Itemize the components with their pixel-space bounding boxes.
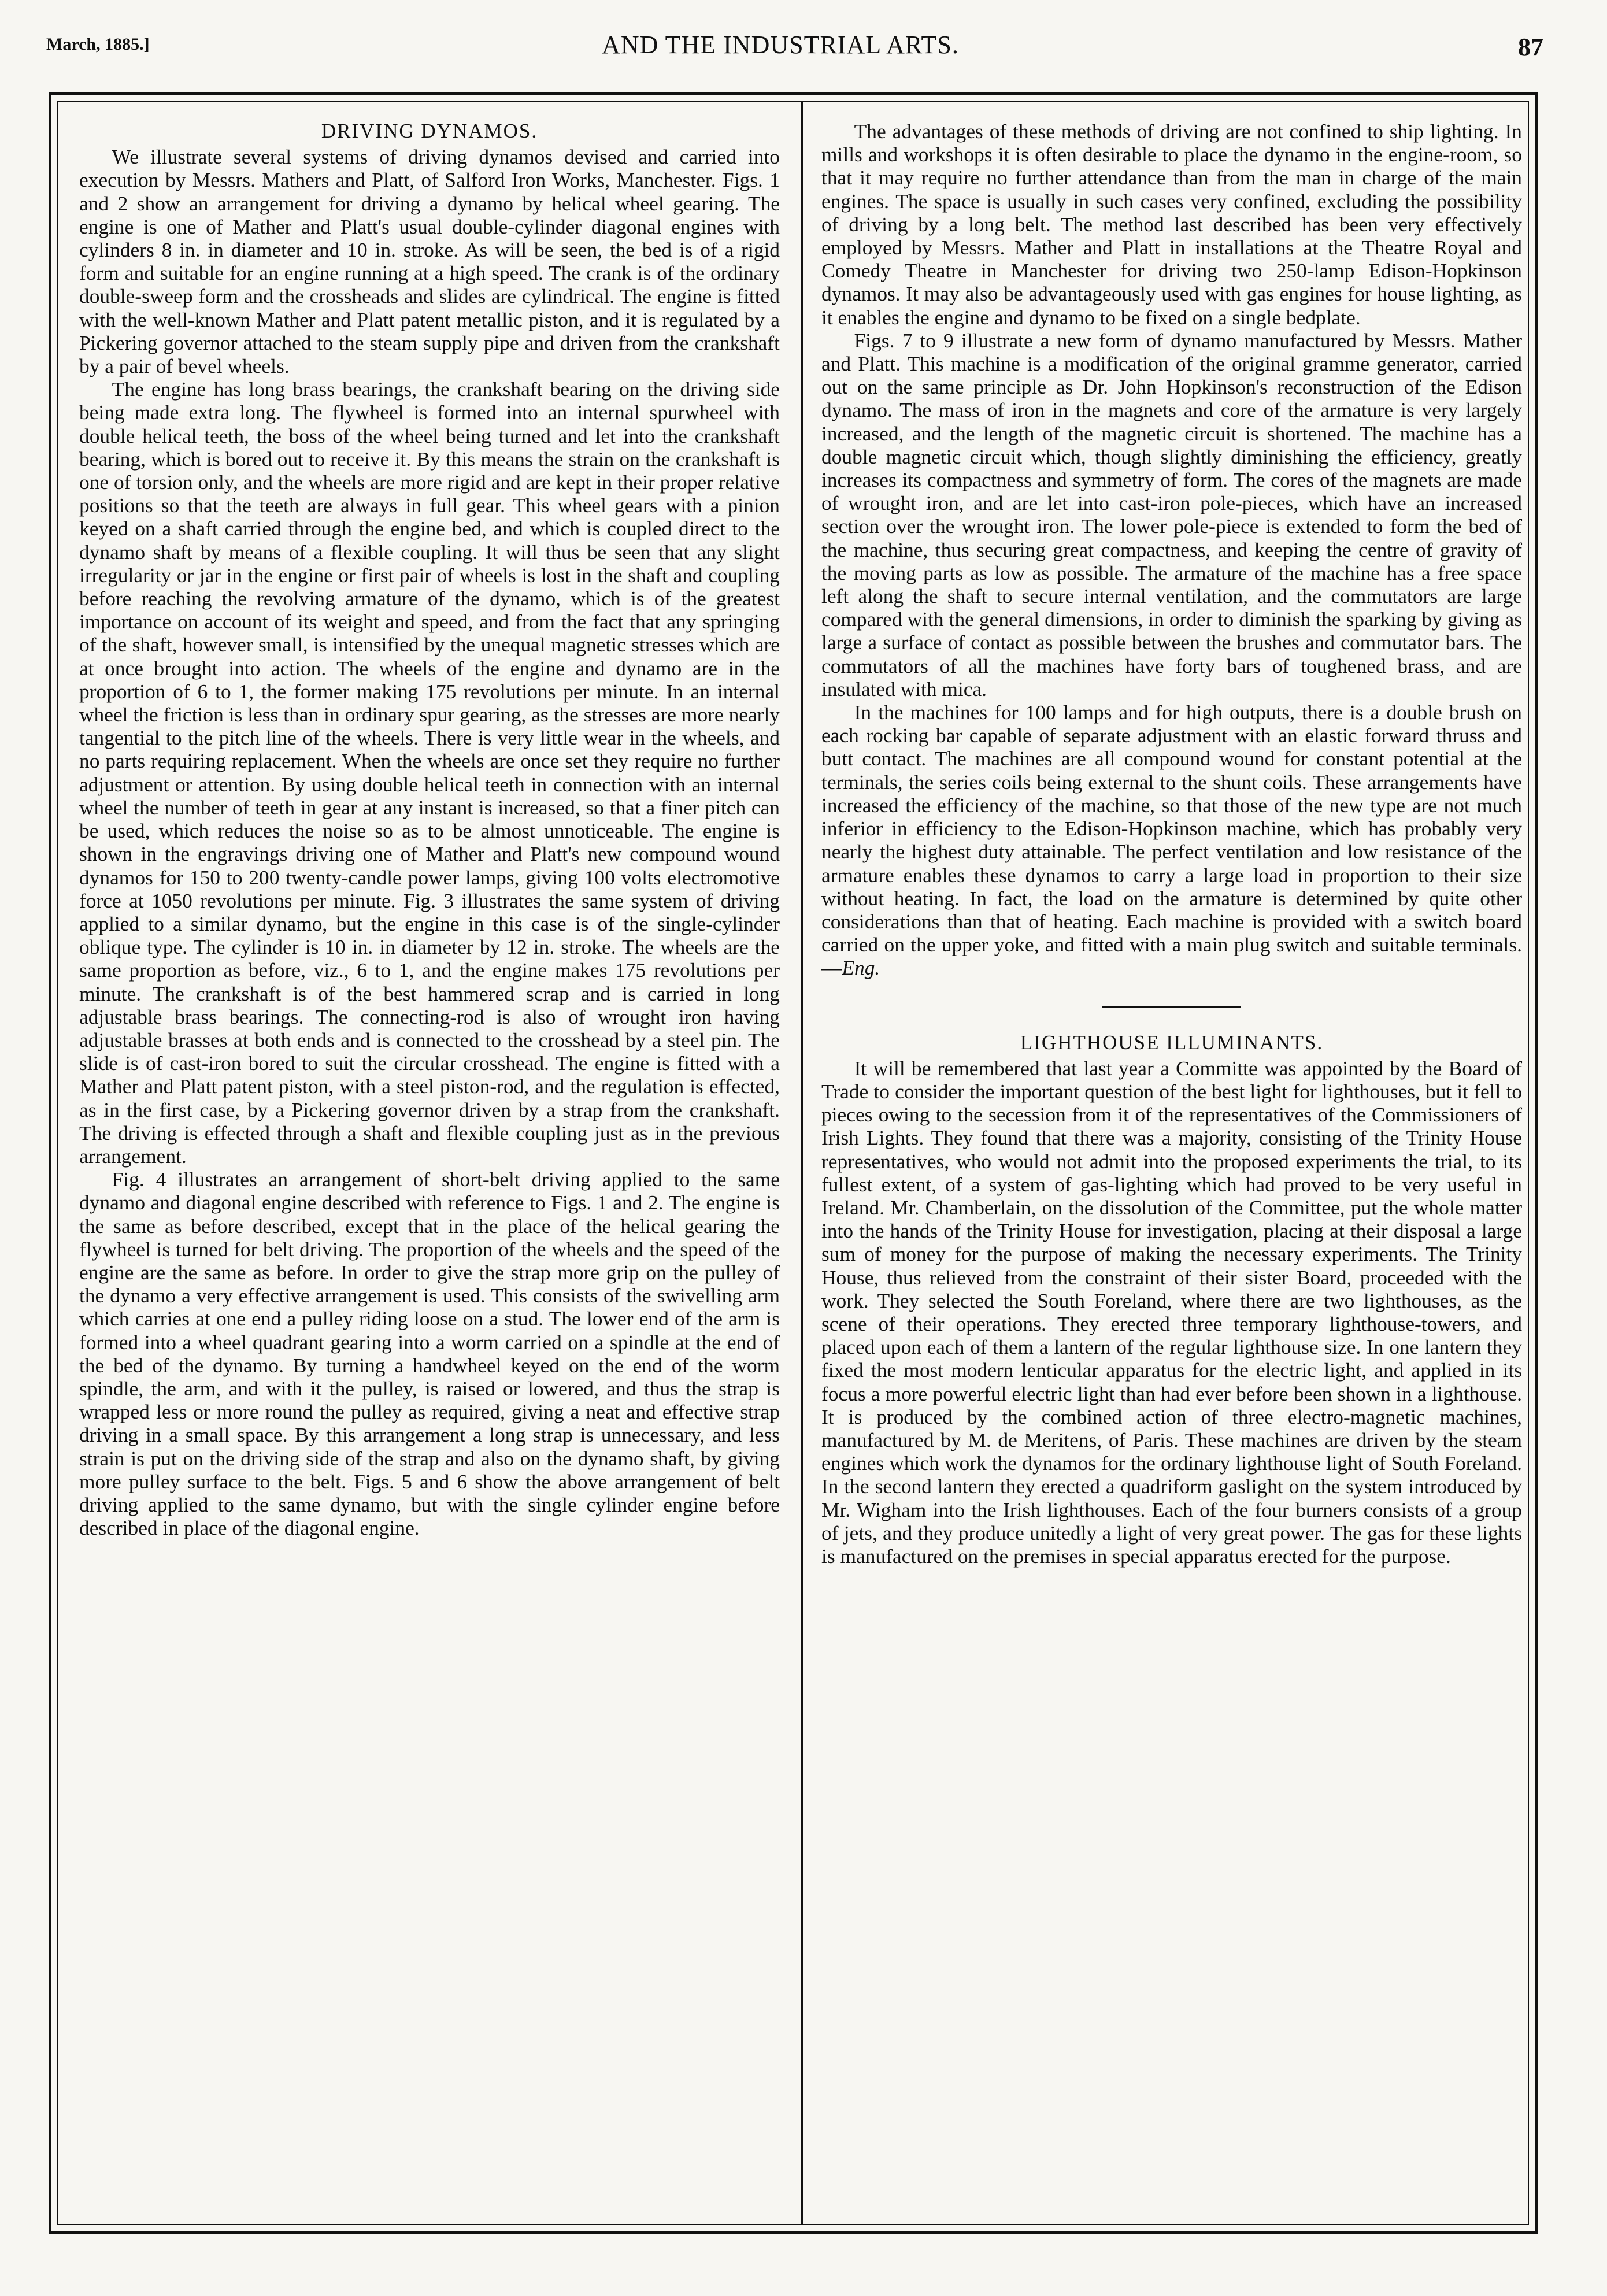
page-header [46, 30, 1543, 82]
page-frame [49, 92, 1538, 2234]
right-column [821, 120, 1522, 1568]
paragraph: The advantages of these methods of driving are not confined to ship lighting. In mills and workshops it is often desirable to place the dynamo in the engine-room, so that it may require no further attendance than from the man in charge of the main engines. The space is usually in such cases very confined, excluding the possibility of driving by a long belt. The method last described has been very effectively employed by Messrs. Mather and Platt in installations at the Theatre Royal and Comedy Theatre in Manchester for driving two 250-lamp Edison-Hopkinson dynamos. It may also be advantageously used with gas engines for house lighting, as it enables the engine and dynamo to be fixed on a single bedplate. [821, 120, 1522, 329]
running-title: AND THE INDUSTRIAL ARTS. [602, 31, 959, 59]
left-column [79, 120, 780, 1539]
article-separator [1102, 1006, 1241, 1008]
paragraph: We illustrate several systems of driving dynamos devised and carried into execution by Messrs. Mathers and Platt, of Salford Iron Works, Manchester. Figs. 1 and 2 show an arrangement for driving a dynamo by helical wheel gearing. The engine is one of Mather and Platt's usual double-cylinder diagonal engines with cylinders 8 in. in diameter and 10 in. stroke. As will be seen, the bed is of a rigid form and suitable for an engine running at a high speed. The crank is of the ordinary double-sweep form and the crossheads and slides are cylindrical. The engine is fitted with the well-known Mather and Platt patent metallic piston, and it is regulated by a Pickering governor attached to the steam supply pipe and driven from the crankshaft by a pair of bevel wheels. [79, 145, 780, 378]
paragraph-with-signature [821, 701, 1522, 979]
paragraph: Fig. 4 illustrates an arrangement of short-belt driving applied to the same dynamo and diagonal engine described with reference to Figs. 1 and 2. The engine is the same as before described, except that in the place of the helical gearing the flywheel is turned for belt driving. The proportion of the wheels and the speed of the engine are the same as before. In order to give the strap more grip on the pulley of the dynamo a very effective arrangement is used. This consists of the swivelling arm which carries at one end a pulley riding loose on a stud. The lower end of the arm is formed into a wheel quadrant gearing into a worm carried on a spindle at the end of the bed of the dynamo. By turning a handwheel keyed on the end of the worm spindle, the arm, and with it the pulley, is raised or lowered, and thus the strap is wrapped less or more round the pulley as required, giving a neat and effective strap driving in a small space. By this arrangement a long strap is unnecessary, and less strain is put on the driving side of the strap and also on the dynamo shaft, by giving more pulley surface to the belt. Figs. 5 and 6 show the above arrangement of belt driving applied to the same dynamo, but with the single cylinder engine before described in place of the diagonal engine. [79, 1168, 780, 1540]
article-title-driving-dynamos: DRIVING DYNAMOS. [321, 120, 538, 142]
paragraph: It will be remembered that last year a Committe was appointed by the Board of Trade to consider the important question of the best light for lighthouses, but it fell to pieces owing to the secession from it of the representatives of the Commissioners of Irish Lights. They found that there was a majority, consisting of the Trinity House representatives, who would not admit into the proposed experiments the trial, to its fullest extent, of a system of gas-lighting which had proved to be very useful in Ireland. Mr. Chamberlain, on the dissolution of the Committee, put the whole matter into the hands of the Trinity House for investigation, placing at their disposal a large sum of money for the purpose of making the necessary experiments. The Trinity House, thus relieved from the constraint of their sister Board, proceeded with the work. They selected the South Foreland, where there are two lighthouses, as the scene of their operations. They erected three temporary lighthouse-towers, and placed upon each of them a lantern of the regular lighthouse size. In one lantern they fixed the most modern lenticular apparatus for the electric light, and applied in its focus a more powerful electric light than had ever before been shown in a lighthouse. It is produced by the combined action of three electro-magnetic machines, manufactured by M. de Meritens, of Paris. These machines are driven by the steam engines which work the dynamos for the ordinary lighthouse light of South Foreland. In the second lantern they erected a quadriform gaslight on the system introduced by Mr. Wigham into the Irish lighthouses. Each of the four burners consists of a group of jets, and they produce unitedly a light of very great power. The gas for these lights is manufactured on the premises in special apparatus erected for the purpose. [821, 1056, 1522, 1568]
source-signature: Eng. [842, 956, 880, 980]
issue-date: March, 1885.] [46, 35, 150, 54]
paragraph: Figs. 7 to 9 illustrate a new form of dynamo manufactured by Messrs. Mather and Platt. This machine is a modification of the original gramme generator, carried out on the same principle as Dr. John Hopkinson's reconstruction of the Edison dynamo. The mass of iron in the magnets and core of the armature is very largely increased, and the length of the magnetic circuit is shortened. The machine has a double magnetic circuit which, though slightly diminishing the efficiency, greatly increases its compactness and symmetry of form. The cores of the magnets are made of wrought iron, and are let into cast-iron pole-pieces, which have an increased section over the wrought iron. The lower pole-piece is extended to form the bed of the machine, thus securing great compactness, and keeping the centre of gravity of the moving parts as low as possible. The armature of the machine has a free space left along the shaft to secure internal ventilation, and the commutators are large compared with the general dimensions, in order to diminish the sparking by giving as large a surface of contact as possible between the brushes and commutator bars. The commutators of all the machines have forty bars of toughened brass, and are insulated with mica. [821, 328, 1522, 701]
column-divider [801, 102, 803, 2224]
page-frame-inner [57, 101, 1529, 2225]
paragraph: The engine has long brass bearings, the crankshaft bearing on the driving side being made extra long. The flywheel is formed into an internal spurwheel with double helical teeth, the boss of the wheel being turned and let into the crankshaft bearing, which is bored out to receive it. By this means the strain on the crankshaft is one of torsion only, and the wheels are more rigid and are kept in their proper relative positions so that the teeth are always in full gear. This wheel gears with a pinion keyed on a shaft carried through the engine bed, and which is coupled direct to the dynamo shaft by means of a flexible coupling. It will thus be seen that any slight irregularity or jar in the engine or first pair of wheels is lost in the shaft and coupling before reaching the revolving armature of the dynamo, which is of the greatest importance on account of its weight and speed, and from the fact that any springing of the shaft, however small, is intensified by the unequal magnetic stresses which are at once brought into action. The wheels of the engine and dynamo are in the proportion of 6 to 1, the former making 175 revolutions per minute. In an internal wheel the friction is less than in ordinary spur gearing, as the stresses are more nearly tangential to the pitch line of the wheels. There is very little wear in the wheels, and no parts requiring replacement. When the wheels are once set they require no further adjustment or attention. By using double helical teeth in connection with an internal wheel the number of teeth in gear at any instant is increased, so that a finer pitch can be used, which reduces the noise so as to be almost unnoticeable. The engine is shown in the engravings driving one of Mather and Platt's new compound wound dynamos for 150 to 200 twenty-candle power lamps, giving 100 volts electromotive force at 1050 revolutions per minute. Fig. 3 illustrates the same system of driving applied to a similar dynamo, but the engine in this case is of the single-cylinder oblique type. The cylinder is 10 in. in diameter by 12 in. stroke. The wheels are the same proportion as before, viz., 6 to 1, and the engine makes 175 revolutions per minute. The crankshaft is of the best hammered scrap and is carried in long adjustable brass bearings. The connecting-rod is also of wrought iron having adjustable brasses at both ends and is connected to the crosshead by a steel pin. The slide is of cast-iron bored to suit the circular crosshead. The engine is fitted with a Mather and Platt patent piston, with a steel piston-rod, and the regulation is effected, as in the first case, by a Pickering governor driven by a strap from the crankshaft. The driving is effected through a shaft and flexible coupling just as in the previous arrangement. [79, 377, 780, 1168]
page-number: 87 [1518, 33, 1543, 61]
article-title-lighthouse-illuminants: LIGHTHOUSE ILLUMINANTS. [1020, 1031, 1324, 1054]
paragraph-text: In the machines for 100 lamps and for high outputs, there is a double brush on each rocking bar capable of separate adjustment with an elastic forward thruss and butt contact. The machines are all compound wound for constant potential at the terminals, the series coils being external to the shunt coils. These arrangements have increased the efficiency of the machine, so that those of the new type are not much inferior in efficiency to the Edison-Hopkinson machine, which has probably very nearly the highest duty attainable. The perfect ventilation and low resistance of the armature enables these dynamos to carry a large load in proportion to their size without heating. In fact, the load on the armature is determined by quite other considerations than that of heating. Each machine is provided with a switch board carried on the upper yoke, and fitted with a main plug switch and suitable terminals.— [821, 701, 1522, 980]
